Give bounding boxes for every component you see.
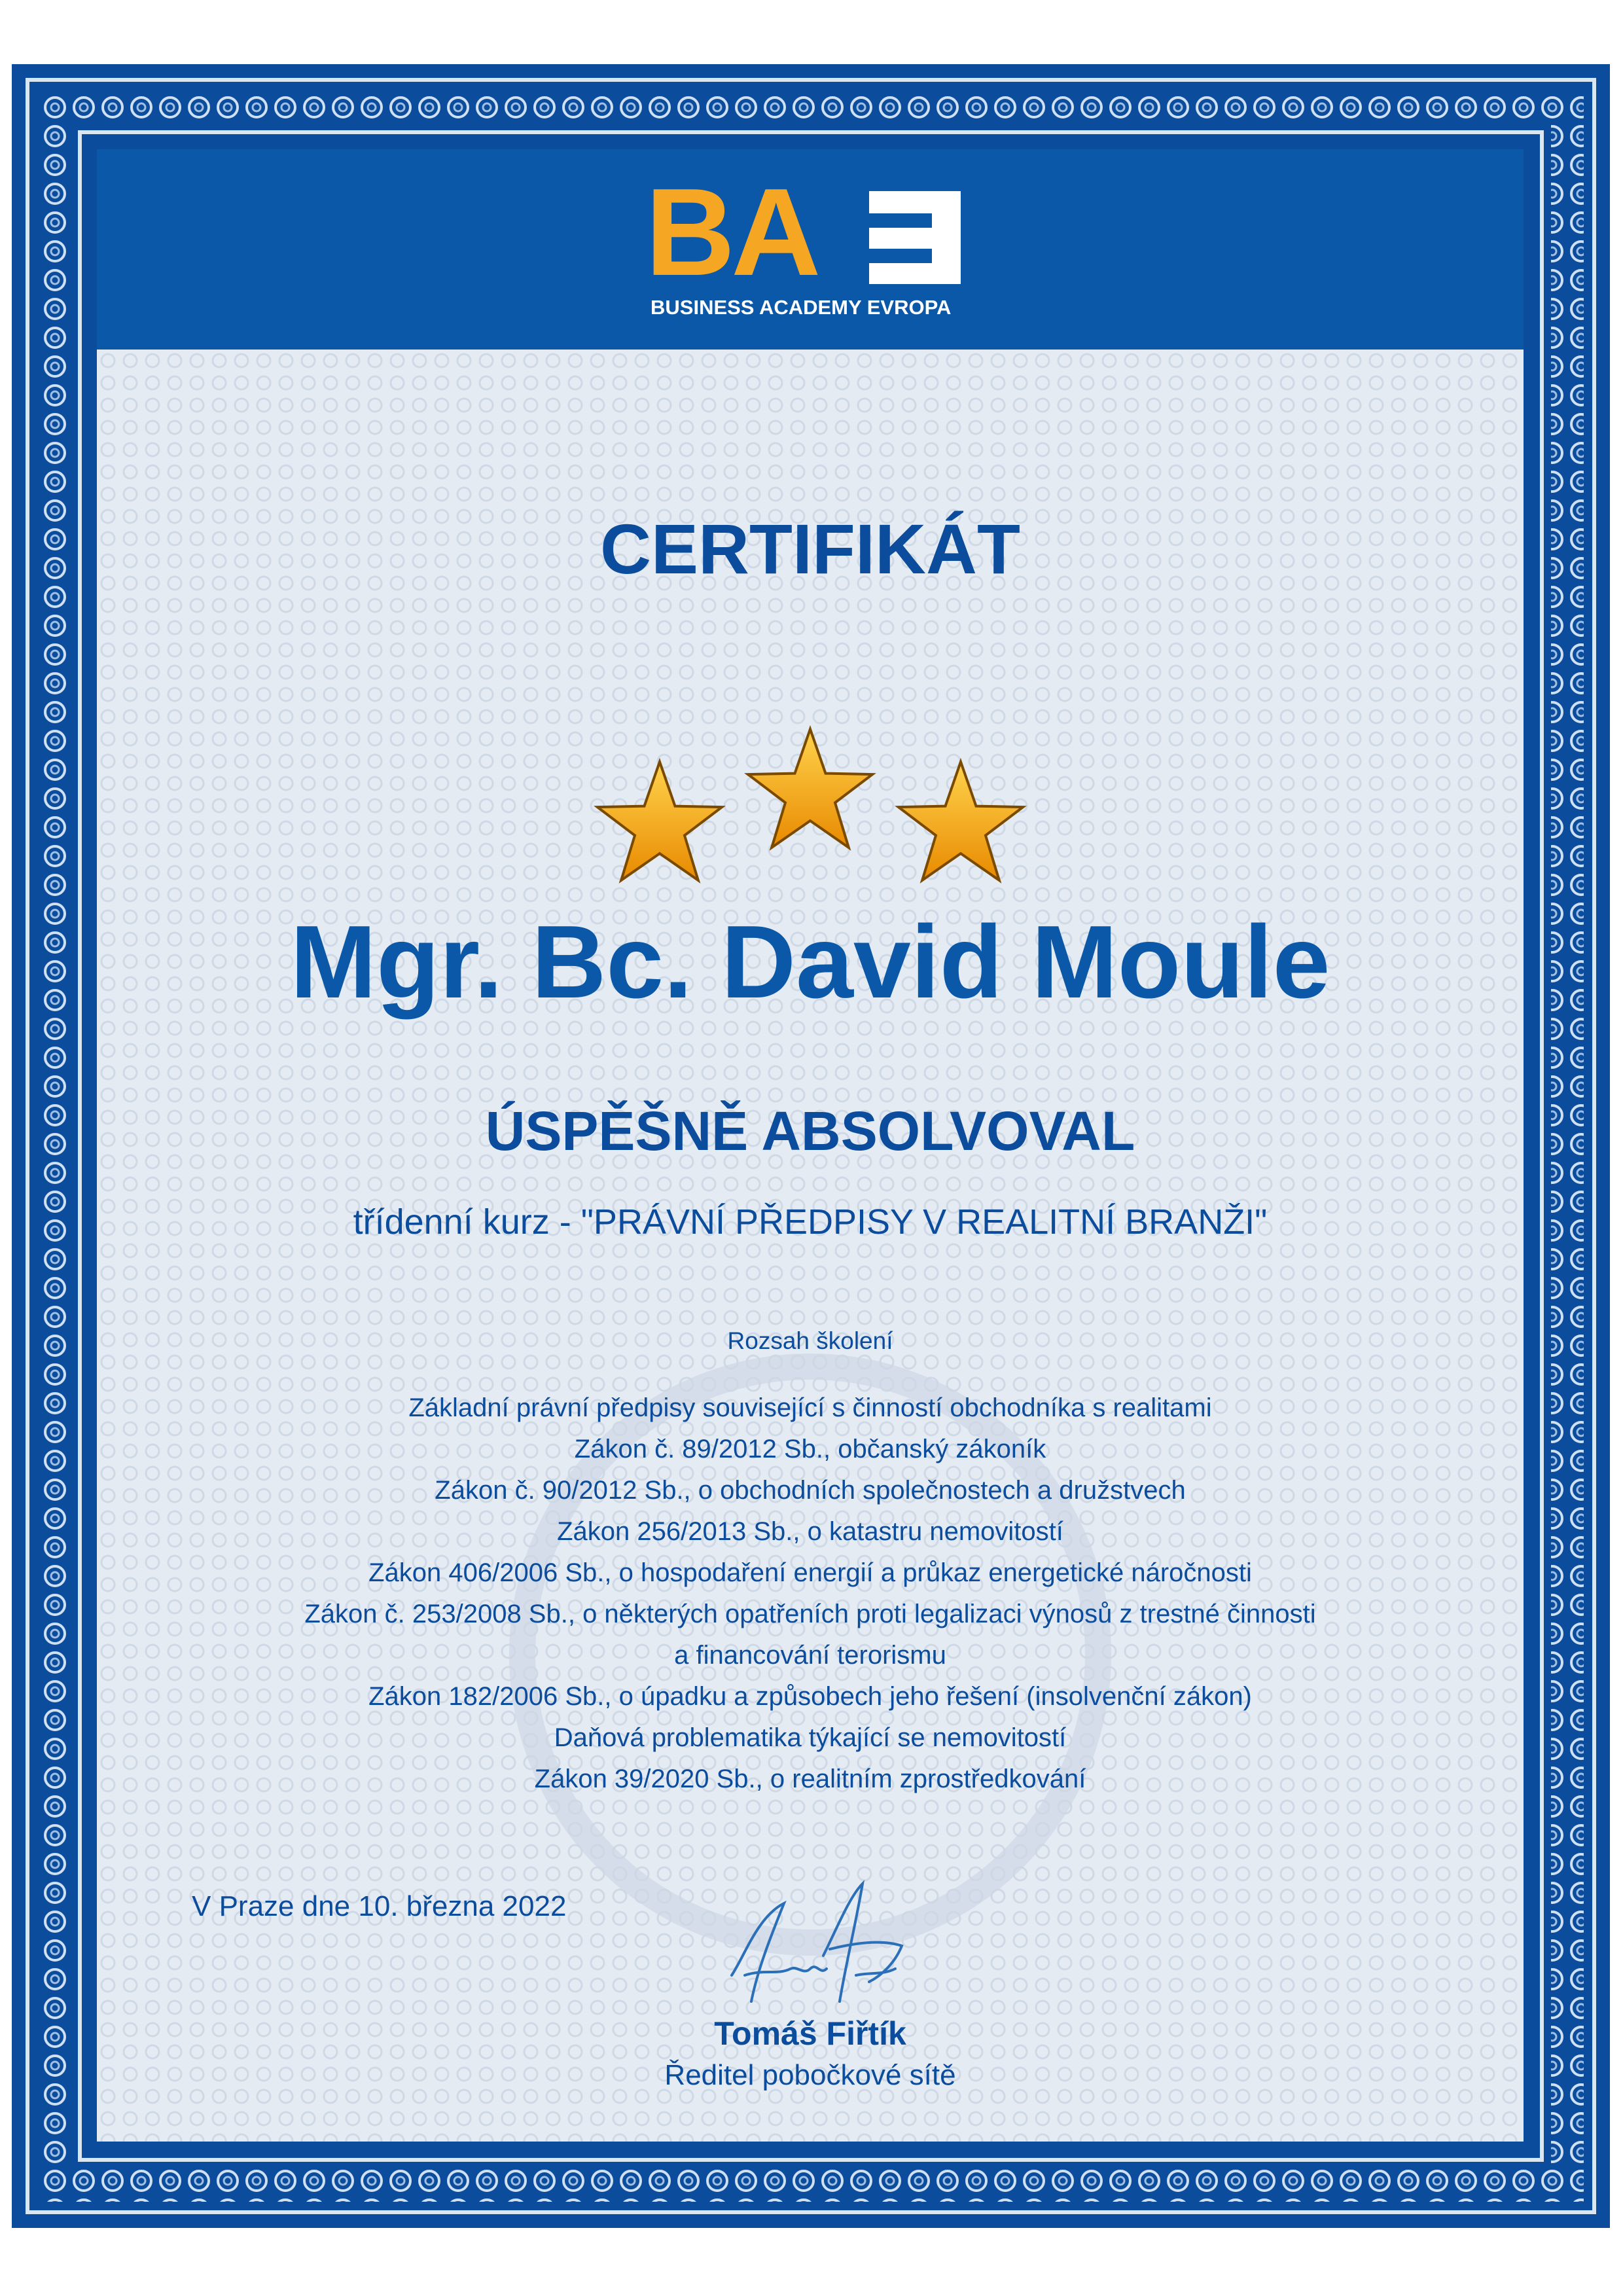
place-and-date: V Praze dne 10. března 2022 bbox=[192, 1890, 567, 1922]
scope-item: Zákon č. 90/2012 Sb., o obchodních společnostech a družstvech bbox=[435, 1476, 1186, 1505]
scope-item: Základní právní předpisy související s činností obchodníka s realitami bbox=[408, 1393, 1212, 1422]
scope-list bbox=[97, 1388, 1524, 1800]
scope-item: Zákon 39/2020 Sb., o realitním zprostředkování bbox=[534, 1765, 1086, 1793]
scope-item: Zákon 182/2006 Sb., o úpadku a způsobech jeho řešení (insolvenční zákon) bbox=[368, 1682, 1252, 1711]
recipient-name: Mgr. Bc. David Moule bbox=[290, 905, 1330, 1020]
signer-name: Tomáš Fiřtík bbox=[714, 2015, 906, 2052]
scope-item: a financování terorismu bbox=[674, 1641, 946, 1670]
scope-item: Zákon 256/2013 Sb., o katastru nemovitostí bbox=[557, 1517, 1063, 1546]
scope-item: Zákon č. 253/2008 Sb., o některých opatřeních proti legalizaci výnosů z trestné činnosti bbox=[304, 1600, 1316, 1628]
certificate-title: CERTIFIKÁT bbox=[600, 509, 1020, 588]
certificate-body bbox=[97, 149, 1524, 2142]
scope-item: Zákon č. 89/2012 Sb., občanský zákoník bbox=[574, 1435, 1046, 1463]
signer-role: Ředitel pobočkové sítě bbox=[664, 2059, 956, 2091]
logo-tagline bbox=[651, 296, 965, 319]
tagline-prefix: BUSINESS ACADEMY bbox=[651, 296, 867, 319]
rating-stars bbox=[97, 711, 1524, 907]
star-icon bbox=[899, 762, 1023, 880]
tagline-emphasis: EVROPA bbox=[866, 296, 952, 319]
scope-item: Zákon 406/2006 Sb., o hospodaření energií a průkaz energetické náročnosti bbox=[368, 1558, 1252, 1587]
completion-heading: ÚSPĚŠNĚ ABSOLVOVAL bbox=[485, 1100, 1135, 1162]
signature-icon bbox=[705, 1877, 915, 2021]
scope-title: Rozsah školení bbox=[727, 1327, 893, 1354]
scope-item: Daňová problematika týkající se nemovitostí bbox=[554, 1723, 1067, 1752]
certificate-border bbox=[12, 64, 1610, 2228]
course-name: třídenní kurz - "PRÁVNÍ PŘEDPISY V REALITNÍ BRANŽI" bbox=[353, 1202, 1268, 1242]
business-academy-logo bbox=[645, 163, 972, 331]
header-banner bbox=[97, 149, 1524, 350]
star-icon bbox=[748, 729, 872, 848]
star-icon bbox=[597, 762, 722, 880]
logo-letters: BA bbox=[645, 163, 817, 302]
logo-e-icon bbox=[869, 191, 961, 284]
